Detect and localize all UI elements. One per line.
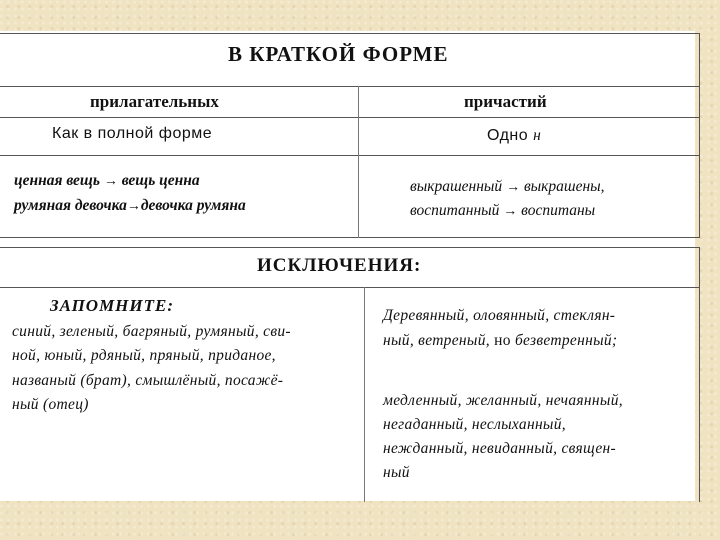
exceptions-divider [0, 287, 700, 288]
adj-example-row [14, 197, 246, 215]
part-example-short: выкрашены, [523, 178, 605, 195]
exception-line: нежданный, невиданный, священ- [383, 440, 617, 457]
exception-line: ный [383, 464, 410, 481]
column-divider [358, 86, 359, 238]
adj-example-row [14, 172, 200, 190]
exception-line: негаданный, неслыханный, [383, 416, 566, 433]
arrow-icon: → [503, 204, 518, 219]
adjectives-rule: Как в полной форме [52, 125, 213, 142]
exception-line: медленный, желанный, нечаянный, [383, 392, 623, 409]
part-example-row [410, 178, 605, 196]
participles-rule-letter: н [533, 127, 542, 144]
part-example-full: выкрашенный [410, 178, 503, 195]
exception-line: ной, юный, рдяный, пряный, приданое, [12, 347, 276, 364]
adj-example-full: румяная девочка [14, 197, 127, 214]
participles-rule-prefix: Одно [487, 127, 534, 144]
exceptions-column-divider [364, 287, 365, 502]
adj-example-short: девочка румяна [140, 197, 246, 214]
exception-line: названый (брат), смышлёный, посажё- [12, 372, 284, 389]
exception-line: синий, зеленый, багряный, румяный, сви- [12, 323, 291, 340]
table-title: В КРАТКОЙ ФОРМЕ [228, 42, 449, 66]
header-divider [0, 117, 700, 118]
participles-header: причастий [464, 92, 547, 111]
exceptions-title: ИСКЛЮЧЕНИЯ: [257, 255, 422, 276]
exception-words: безветренный; [510, 332, 618, 349]
part-example-short: воспитаны [521, 202, 596, 219]
exception-words: ный, ветреный, [383, 332, 495, 349]
part-example-row [410, 202, 595, 220]
exception-line [383, 332, 617, 350]
arrow-icon: → [506, 180, 521, 195]
participles-rule [487, 127, 541, 145]
remember-label: ЗАПОМНИТЕ: [50, 296, 175, 315]
adj-example-short: вещь ценна [121, 172, 200, 189]
title-divider [0, 86, 700, 87]
rule-divider [0, 155, 700, 156]
exception-line: ный (отец) [12, 396, 89, 413]
arrow-icon: → [103, 174, 118, 189]
adj-example-full: ценная вещь [14, 172, 100, 189]
adjectives-header: прилагательных [90, 92, 219, 111]
arrow-icon: → [126, 199, 141, 214]
exception-line: Деревянный, оловянный, стеклян- [383, 307, 616, 324]
part-example-full: воспитанный [410, 202, 500, 219]
exception-conjunction: но [494, 332, 511, 349]
